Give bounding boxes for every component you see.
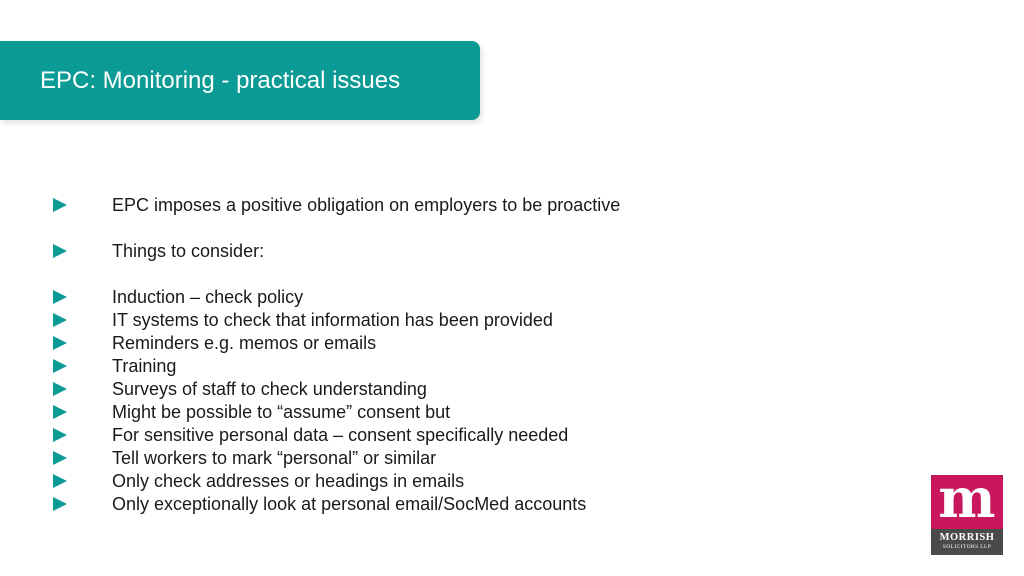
triangle-bullet-icon xyxy=(53,359,67,373)
bullet-text: Might be possible to “assume” consent but xyxy=(112,402,451,422)
bullet-item xyxy=(53,401,451,423)
triangle-bullet-icon xyxy=(53,405,67,419)
bullet-text: Induction – check policy xyxy=(112,287,304,307)
bullet-item xyxy=(53,240,265,262)
bullet-text: Training xyxy=(112,356,177,376)
bullet-item xyxy=(53,447,437,469)
bullet-item xyxy=(53,194,621,216)
bullet-item xyxy=(53,332,377,354)
logo-mark-block xyxy=(931,466,1003,530)
bullet-text: Tell workers to mark “personal” or similar xyxy=(112,448,437,468)
triangle-bullet-icon xyxy=(53,313,67,327)
triangle-bullet-icon xyxy=(53,336,67,350)
bullet-item xyxy=(53,470,465,492)
logo-name: MORRISH xyxy=(939,532,995,543)
bullet-item xyxy=(53,355,177,377)
morrish-logo xyxy=(931,466,1003,555)
triangle-bullet-icon xyxy=(53,428,67,442)
logo-subtitle: SOLICITORS LLP xyxy=(942,544,992,550)
bullet-text: IT systems to check that information has been provided xyxy=(112,310,553,330)
bullet-item xyxy=(53,424,569,446)
logo-mark: m xyxy=(938,466,996,530)
bullet-text: For sensitive personal data – consent specifically needed xyxy=(112,425,569,445)
bullet-text: Things to consider: xyxy=(112,241,265,261)
bullet-item xyxy=(53,493,587,515)
bullet-item xyxy=(53,378,427,400)
bullet-text: Only check addresses or headings in emails xyxy=(112,471,465,491)
bullet-text: Surveys of staff to check understanding xyxy=(112,379,427,399)
slide-title: EPC: Monitoring - practical issues xyxy=(40,67,401,94)
triangle-bullet-icon xyxy=(53,244,67,258)
triangle-bullet-icon xyxy=(53,451,67,465)
bullet-text: Only exceptionally look at personal email/SocMed accounts xyxy=(112,494,587,514)
bullet-item xyxy=(53,309,553,331)
triangle-bullet-icon xyxy=(53,198,67,212)
bullet-item xyxy=(53,286,304,308)
bullet-text: Reminders e.g. memos or emails xyxy=(112,333,377,353)
triangle-bullet-icon xyxy=(53,290,67,304)
triangle-bullet-icon xyxy=(53,474,67,488)
triangle-bullet-icon xyxy=(53,382,67,396)
triangle-bullet-icon xyxy=(53,497,67,511)
bullet-text: EPC imposes a positive obligation on employers to be proactive xyxy=(112,195,621,215)
